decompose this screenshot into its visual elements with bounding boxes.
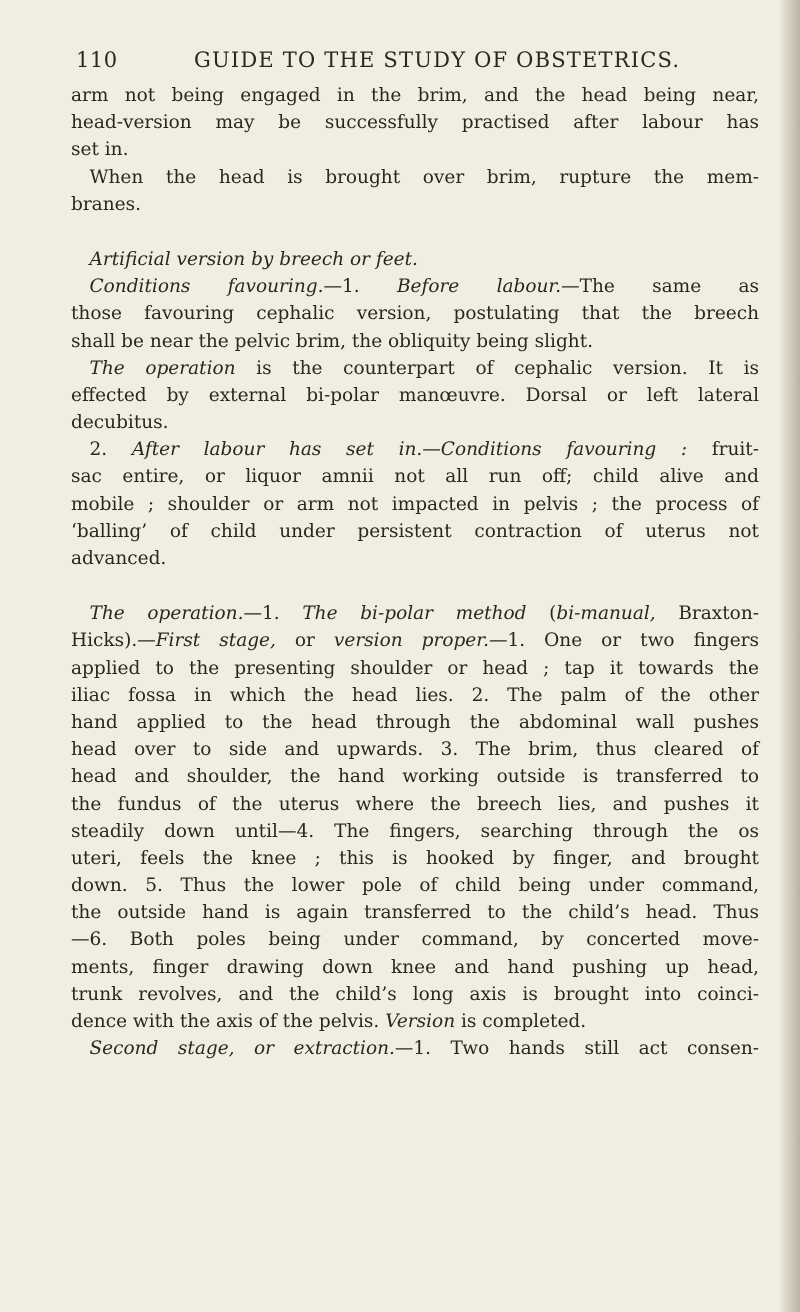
text-segment: iliac fossa in which the head lies. 2. The palm of the other [71,684,759,706]
text-line [71,736,759,763]
running-header [76,45,756,75]
text-segment: sac entire, or liquor amnii not all run off; child alive and [71,466,759,488]
text-segment: trunk revolves, and the child’s long axis is brought into coinci- [71,983,759,1005]
running-title: GUIDE TO THE STUDY OF OBSTETRICS. [194,48,681,72]
text-segment: hand applied to the head through the abdominal wall pushes [71,711,759,733]
text-line [71,328,759,355]
text-segment: Braxton- [655,603,759,625]
text-segment: When the head is brought over brim, rupture the mem- [71,166,759,188]
text-segment: ments, finger drawing down knee and hand pushing up head, [71,956,759,978]
text-line [71,655,759,682]
text-segment: head over to side and upwards. 3. The brim, thus cleared of [71,739,759,761]
text-segment: the outside hand is again transferred to the child’s head. Thus [71,902,759,924]
page-number: 110 [76,48,118,72]
text-line [71,926,759,953]
text-segment: effected by external bi-polar manœuvre. Dorsal or left lateral [71,384,759,406]
text-line [71,246,759,273]
text-segment: mobile ; shoulder or arm not impacted in pelvis ; the process of [71,493,759,515]
text-line [71,382,759,409]
text-line [71,164,759,191]
italic-text: After labour has set in. [131,439,423,461]
text-segment: branes. [71,193,141,215]
text-line [71,409,759,436]
paragraph-gap [71,218,759,246]
text-line [71,300,759,327]
text-segment: 2. [71,439,132,461]
text-segment: arm not being engaged in the brim, and the head being near, [71,85,759,106]
text-line [71,818,759,845]
text-line [71,872,759,899]
text-segment: down. 5. Thus the lower pole of child being under command, [71,875,759,897]
text-segment: fruit- [687,439,759,461]
text-segment: —1. Two hands still act consen- [394,1038,760,1060]
italic-text: Before labour. [396,276,562,298]
text-segment: is the counterpart of cephalic version. It is [235,357,759,379]
text-line [71,954,759,981]
text-segment: applied to the presenting shoulder or head ; tap it towards the [71,657,759,679]
text-line [71,491,759,518]
italic-text: Conditions favouring : [440,439,688,461]
text-line [71,436,759,463]
italic-text: version proper. [333,630,489,652]
text-segment: decubitus. [71,412,169,434]
text-segment: is completed. [455,1011,587,1032]
text-segment: —1. [323,276,397,298]
italic-text: Artificial version by breech or feet. [71,248,418,270]
text-segment: —6. Both poles being under command, by concerted move- [71,929,759,951]
text-segment: ( [526,603,557,625]
body-text [71,82,759,1062]
text-segment: or [275,630,334,652]
text-line [71,981,759,1008]
italic-text: The operation. [71,603,244,625]
italic-text: The operation [71,357,236,379]
text-line [71,845,759,872]
text-line [71,763,759,790]
text-segment: those favouring cephalic version, postulating that the breech [71,303,759,325]
text-line [71,627,759,654]
text-segment: shall be near the pelvic brim, the obliquity being slight. [71,330,594,352]
italic-text: Conditions favouring. [71,276,324,298]
text-line [71,463,759,490]
text-segment: —1. [243,603,303,625]
text-segment: uteri, feels the knee ; this is hooked by finger, and brought [71,847,759,869]
text-line [71,82,759,109]
text-line [71,109,759,136]
text-segment: ‘balling’ of child under persistent contraction of uterus not [71,520,759,542]
text-segment: Hicks).— [71,630,156,652]
text-segment: — [422,439,441,461]
text-line [71,682,759,709]
text-line [71,899,759,926]
paragraph-gap [71,572,759,600]
text-line [71,191,759,218]
text-line [71,518,759,545]
italic-text: The bi-polar method [302,603,527,625]
text-line [71,1008,759,1035]
text-segment: head-version may be successfully practised after labour has [71,112,759,134]
text-line [71,709,759,736]
text-line [71,355,759,382]
text-line [71,545,759,572]
text-line [71,1035,759,1062]
text-segment: —1. One or two fingers [488,630,759,652]
italic-text: First stage, [155,630,276,652]
text-segment: dence with the axis of the pelvis. [71,1011,386,1032]
italic-text: Second stage, or extraction. [71,1038,395,1060]
text-line [71,136,759,163]
text-segment: head and shoulder, the hand working outside is transferred to [71,766,759,788]
text-line [71,791,759,818]
page-edge-shadow [778,0,800,1312]
text-segment: the fundus of the uterus where the breech lies, and pushes it [71,793,759,815]
text-segment: advanced. [71,548,167,569]
text-segment: —The same as [561,276,759,298]
text-segment: steadily down until—4. The fingers, searching through the os [71,820,759,842]
text-line [71,600,759,627]
italic-text: Version [385,1011,456,1032]
italic-text: bi-manual, [556,603,656,625]
text-segment: set in. [71,139,129,161]
text-line [71,273,759,300]
